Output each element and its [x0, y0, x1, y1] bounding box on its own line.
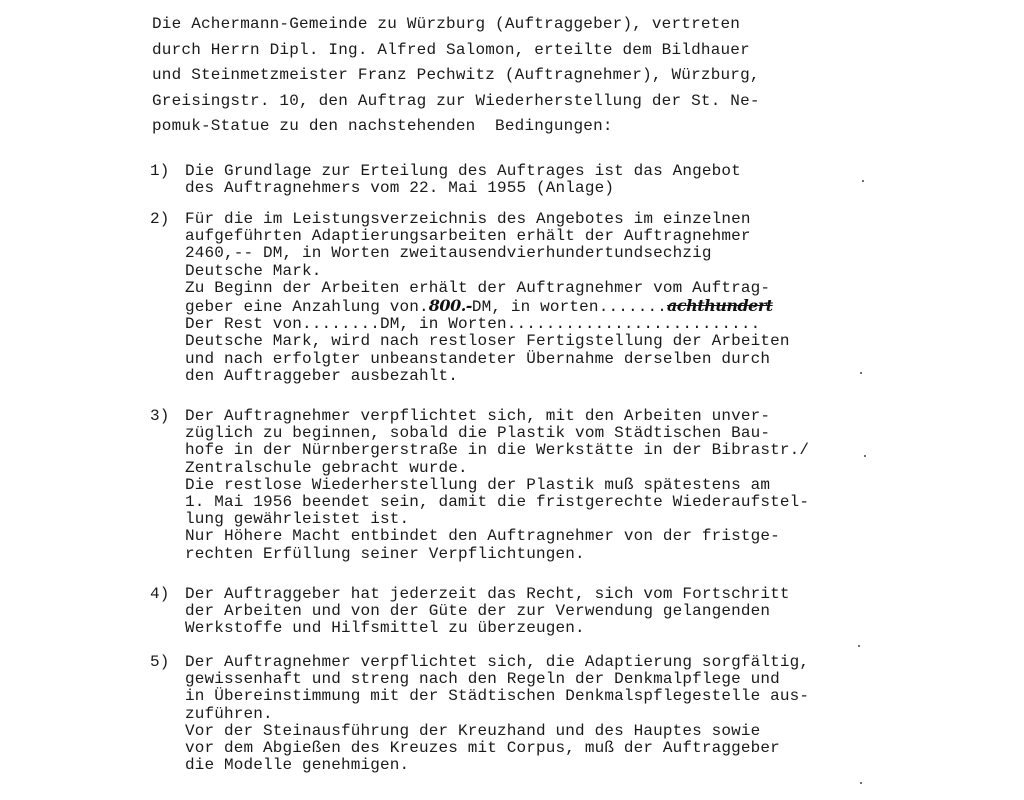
clause-5 [150, 654, 890, 774]
clause-4 [150, 586, 890, 638]
clause-line: Die restlose Wiederherstellung der Plastik muß spätestens am [185, 475, 771, 494]
clause-line: Nur Höhere Macht entbindet den Auftragnehmer von der fristge- [185, 527, 780, 546]
margin-dot [864, 455, 866, 457]
clause-3 [150, 408, 890, 563]
intro-paragraph [152, 12, 872, 140]
clause-line: Zu Beginn der Arbeiten erhält der Auftragnehmer vom Auftrag- [185, 278, 771, 297]
clause-line: züglich zu beginnen, sobald die Plastik vom Städtischen Bau- [185, 424, 771, 443]
intro-line: und Steinmetzmeister Franz Pechwitz (Auftragnehmer), Würzburg, [152, 66, 760, 84]
clause-line: aufgeführten Adaptierungsarbeiten erhält der Auftragnehmer [185, 227, 751, 246]
clause-number: 5) [150, 653, 170, 671]
intro-line: durch Herrn Dipl. Ing. Alfred Salomon, erteilte dem Bildhauer [152, 40, 750, 59]
clause-line: in Übereinstimmung mit der Städtischen Denkmalspflegestelle aus- [185, 687, 810, 706]
clause-line: Die Grundlage zur Erteilung des Auftrages ist das Angebot [185, 162, 741, 180]
clause-line: der Arbeiten und von der Güte der zur Verwendung gelangenden [185, 602, 771, 621]
clause-number: 3) [150, 407, 170, 425]
clause-1 [150, 163, 890, 197]
clause-line: vor dem Abgießen des Kreuzes mit Corpus, muß der Auftraggeber [185, 739, 780, 758]
clause-line: lung gewährleistet ist. [185, 510, 410, 529]
clause-line: Der Rest von........DM, in Worten.......................... [185, 315, 761, 334]
clause-line: Werkstoffe und Hilfsmittel zu überzeugen. [185, 619, 585, 638]
clause-line: Zentralschule gebracht wurde. [185, 458, 468, 477]
clause-2 [150, 211, 890, 385]
clause-line: hofe in der Nürnbergerstraße in die Werkstätte in der Bibrastr./ [185, 441, 810, 460]
clause-line: Der Auftragnehmer verpflichtet sich, die Adaptierung sorgfältig, [185, 653, 810, 671]
intro-line: pomuk-Statue zu den nachstehenden Bedingungen: [152, 117, 613, 135]
clause-text: DM, in worten [471, 298, 599, 317]
margin-dot [860, 372, 862, 374]
clause-line: und nach erfolgter unbeanstandeter Übernahme derselben durch [185, 349, 771, 368]
margin-dot [862, 180, 864, 182]
margin-dot [860, 782, 862, 784]
clause-line: Vor der Steinausführung der Kreuzhand und des Hauptes sowie [185, 721, 761, 740]
clause-number: 4) [150, 585, 170, 603]
intro-line: Die Achermann-Gemeinde zu Würzburg (Auftraggeber), vertreten [152, 15, 741, 33]
clause-number: 2) [150, 210, 170, 228]
clause-line: den Auftraggeber ausbezahlt. [185, 366, 459, 385]
clause-line: Deutsche Mark. [185, 261, 322, 280]
clause-line: Der Auftragnehmer verpflichtet sich, mit den Arbeiten unver- [185, 407, 771, 425]
margin-dot [858, 645, 860, 647]
clause-line: Für die im Leistungsverzeichnis des Angebotes im einzelnen [185, 210, 751, 228]
clause-line: Deutsche Mark, wird nach restloser Fertigstellung der Arbeiten [185, 332, 790, 351]
clause-text: geber eine Anzahlung von. [185, 298, 429, 317]
clause-line: rechten Erfüllung seiner Verpflichtungen. [185, 544, 585, 563]
clause-line: des Auftragnehmers vom 22. Mai 1955 (Anlage) [185, 179, 615, 198]
handwritten-amount: 800.- [428, 296, 472, 316]
clause-line: 2460,-- DM, in Worten zweitausendvierhundertundsechzig [185, 244, 712, 263]
clause-line: Der Auftraggeber hat jederzeit das Recht, sich vom Fortschritt [185, 585, 790, 603]
clause-line: 1. Mai 1956 beendet sein, damit die fristgerechte Wiederaufstel- [185, 493, 810, 512]
clause-number: 1) [150, 162, 170, 180]
anzahlung-line: geber eine Anzahlung von.800.-DM, in worten.......achthundert [185, 296, 773, 317]
clause-line: gewissenhaft und streng nach den Regeln der Denkmalpflege und [185, 670, 780, 689]
handwritten-amount-words: achthundert [666, 296, 773, 316]
clause-line: zuführen. [185, 704, 273, 723]
clause-line: die Modelle genehmigen. [185, 756, 410, 775]
intro-line: Greisingstr. 10, den Auftrag zur Wiederherstellung der St. Ne- [152, 91, 760, 110]
